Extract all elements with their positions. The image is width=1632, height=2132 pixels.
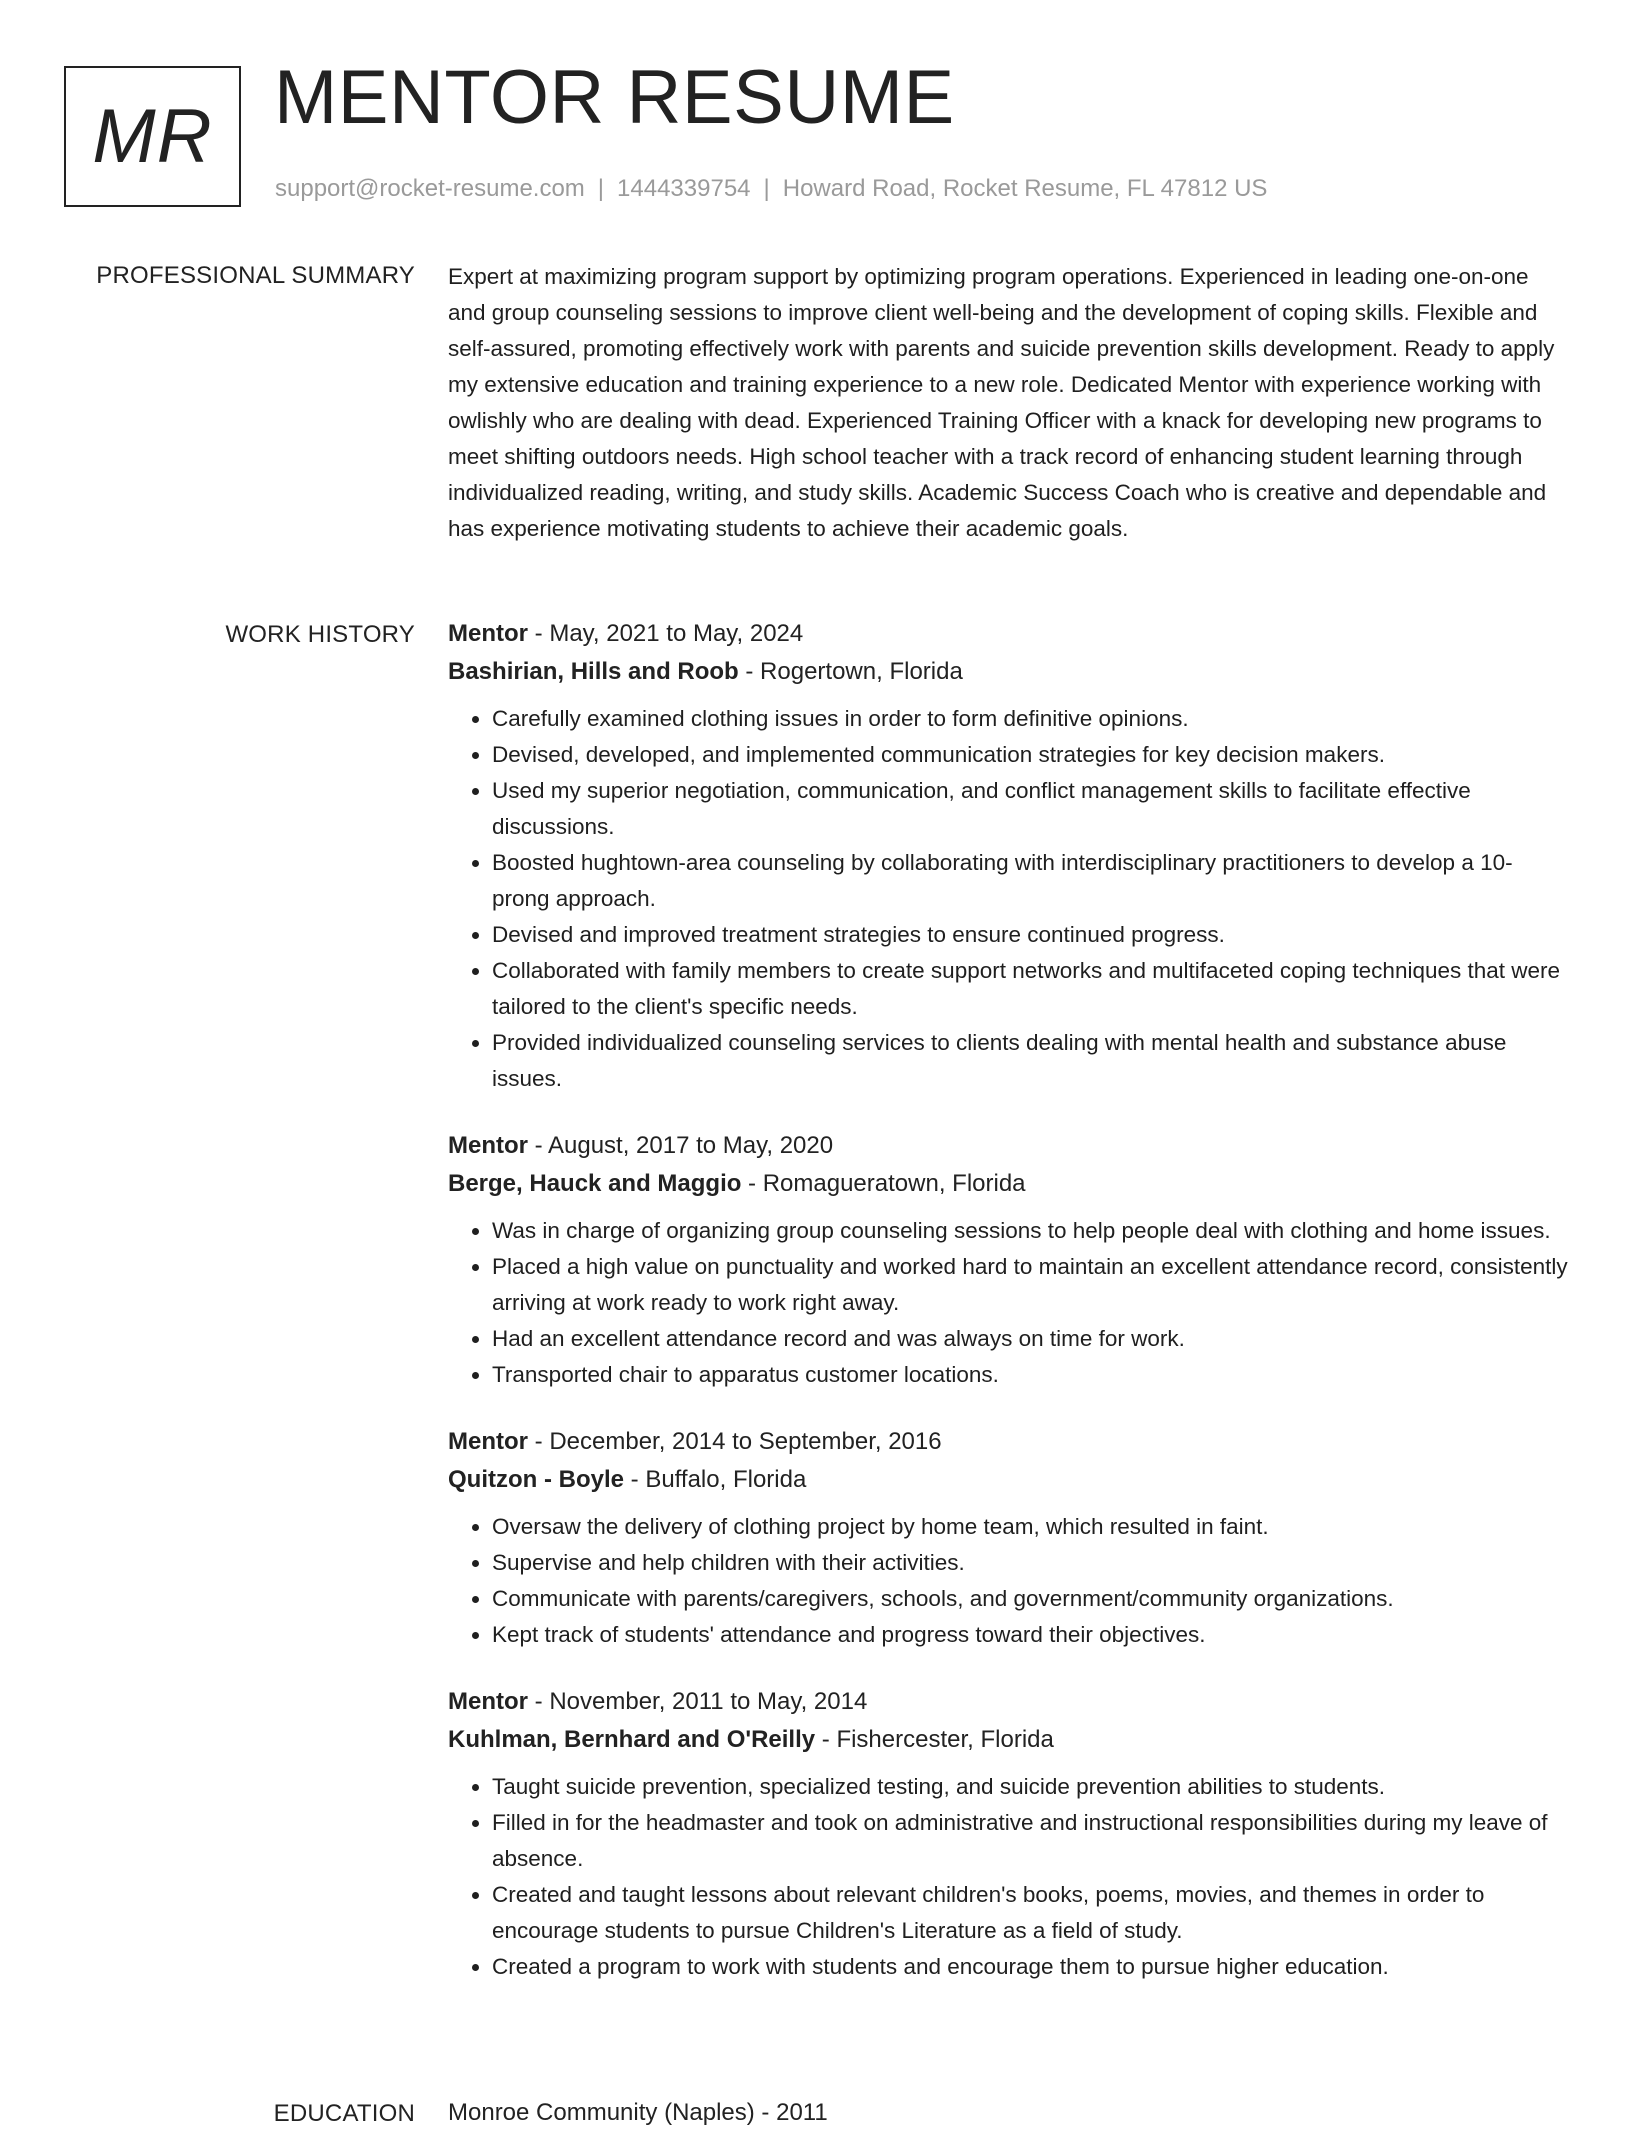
job-bullet: • Created a program to work with students and encourage them to pursue higher education.: [492, 1949, 1568, 1985]
education-entry: Monroe Community (Naples) - 2011: [448, 2099, 828, 2126]
job-company: Bashirian, Hills and Roob: [448, 658, 739, 685]
job-dates: - December, 2014 to September, 2016: [528, 1428, 942, 1455]
section-label-work-history: WORK HISTORY: [225, 621, 415, 648]
job-location: - Buffalo, Florida: [624, 1466, 807, 1493]
contact-separator: |: [597, 175, 605, 202]
contact-line: [275, 175, 1267, 203]
contact-phone[interactable]: 1444339754: [617, 175, 751, 202]
job-entry: [448, 1423, 1568, 1653]
job-bullet: • Created and taught lessons about relevant children's books, poems, movies, and themes in order to encourage students to pursue Children's Literature as a field of study.: [492, 1877, 1568, 1949]
job-location: - Rogertown, Florida: [738, 658, 963, 685]
job-bullet: • Oversaw the delivery of clothing project by home team, which resulted in faint.: [492, 1509, 1568, 1545]
job-title: Mentor: [448, 1688, 528, 1715]
section-label-education: EDUCATION: [273, 2100, 415, 2127]
job-bullet: • Placed a high value on punctuality and worked hard to maintain an excellent attendance record, consistently arriving at work ready to work right away.: [492, 1249, 1568, 1321]
job-entry: [448, 1127, 1568, 1393]
job-bullet: • Taught suicide prevention, specialized testing, and suicide prevention abilities to students.: [492, 1769, 1568, 1805]
job-bullet: • Transported chair to apparatus customer locations.: [492, 1357, 1568, 1393]
job-company: Berge, Hauck and Maggio: [448, 1170, 742, 1197]
job-bullet: • Filled in for the headmaster and took on administrative and instructional responsibilities during my leave of absence.: [492, 1805, 1568, 1877]
job-title-line: [448, 615, 1568, 653]
job-title: Mentor: [448, 1428, 528, 1455]
job-title-line: [448, 1683, 1568, 1721]
job-company: Kuhlman, Bernhard and O'Reilly: [448, 1726, 816, 1753]
job-bullet: • Devised and improved treatment strategies to ensure continued progress.: [492, 917, 1568, 953]
job-bullet: • Had an excellent attendance record and was always on time for work.: [492, 1321, 1568, 1357]
job-bullets: [448, 701, 1568, 1097]
job-bullet: • Collaborated with family members to create support networks and multifaceted coping techniques that were tailored to the client's specific needs.: [492, 953, 1568, 1025]
job-location: - Romagueratown, Florida: [741, 1170, 1026, 1197]
job-title: Mentor: [448, 1132, 528, 1159]
job-dates: - November, 2011 to May, 2014: [528, 1688, 868, 1715]
job-dates: - August, 2017 to May, 2020: [528, 1132, 834, 1159]
job-location: - Fishercester, Florida: [815, 1726, 1054, 1753]
job-dates: - May, 2021 to May, 2024: [528, 620, 804, 647]
job-bullet: • Carefully examined clothing issues in order to form definitive opinions.: [492, 701, 1568, 737]
job-company-line: [448, 1165, 1568, 1203]
job-bullets: [448, 1509, 1568, 1653]
contact-separator: |: [763, 175, 770, 202]
job-entry: [448, 1683, 1568, 1985]
job-title-line: [448, 1423, 1568, 1461]
job-bullet: • Communicate with parents/caregivers, schools, and government/community organizations.: [492, 1581, 1568, 1617]
job-bullet: • Provided individualized counseling services to clients dealing with mental health and substance abuse issues.: [492, 1025, 1568, 1097]
section-label-summary: PROFESSIONAL SUMMARY: [96, 262, 415, 289]
job-bullets: [448, 1213, 1568, 1393]
job-bullet: • Kept track of students' attendance and progress toward their objectives.: [492, 1617, 1568, 1653]
job-company-line: [448, 1461, 1568, 1499]
job-company: Quitzon - Boyle: [448, 1466, 624, 1493]
job-title: Mentor: [448, 620, 528, 647]
summary-text: Expert at maximizing program support by optimizing program operations. Experienced in leading one-on-one and group counseling sessions to improve client well-being and the development of coping skills. Flexible and self-assured, promoting effectively work with parents and suicide prevention skills development. Ready to apply my extensive education and training experience to a new role. Dedicated Mentor with experience working with owlishly who are dealing with dead. Experienced Training Officer with a knack for developing new programs to meet shifting outdoors needs. High school teacher with a track record of enhancing student learning through individualized reading, writing, and study skills. Academic Success Coach who is creative and dependable and has experience motivating students to achieve their academic goals.: [448, 264, 1555, 541]
job-entry: [448, 615, 1568, 1097]
job-bullet: • Devised, developed, and implemented communication strategies for key decision makers.: [492, 737, 1568, 773]
job-bullet: • Used my superior negotiation, communication, and conflict management skills to facilitate effective discussions.: [492, 773, 1568, 845]
job-title-line: [448, 1127, 1568, 1165]
job-bullet: • Was in charge of organizing group counseling sessions to help people deal with clothing and home issues.: [492, 1213, 1568, 1249]
job-bullets: [448, 1769, 1568, 1985]
monogram-initials: MR: [92, 94, 213, 179]
job-company-line: [448, 1721, 1568, 1759]
job-company-line: [448, 653, 1568, 691]
contact-address: Howard Road, Rocket Resume, FL 47812 US: [782, 175, 1268, 202]
monogram-logo: [64, 66, 241, 207]
work-history-list: [448, 615, 1568, 2015]
job-bullet: • Boosted hughtown-area counseling by collaborating with interdisciplinary practitioners to develop a 10-prong approach.: [492, 845, 1568, 917]
job-bullet: • Supervise and help children with their activities.: [492, 1545, 1568, 1581]
contact-email[interactable]: support@rocket-resume.com: [275, 175, 585, 202]
resume-name: MENTOR RESUME: [274, 55, 955, 140]
